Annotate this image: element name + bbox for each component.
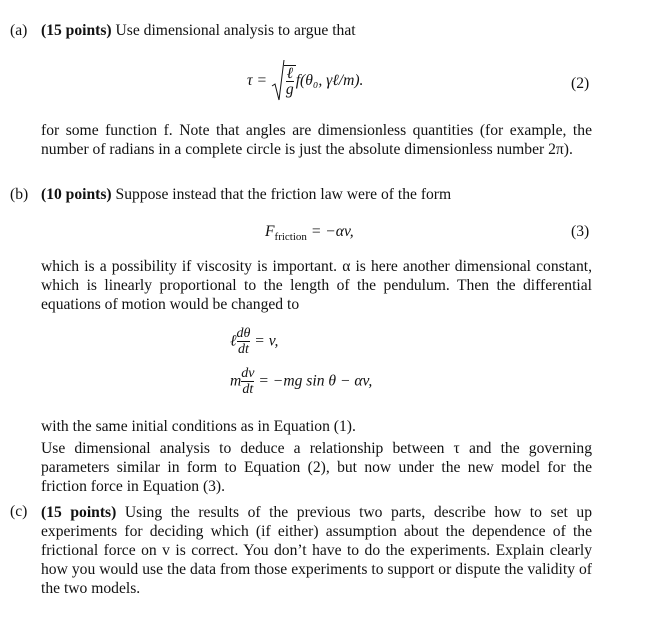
part-c-points: (15 points)	[41, 504, 117, 521]
part-b-points: (10 points)	[41, 186, 112, 203]
eq2-rest: f(θ₀, γℓ/m).	[295, 72, 364, 89]
part-b-label: (b)	[10, 186, 29, 203]
part-c-text: Using the results of the previous two parts, describe how to set up experiments for deciding which (if either) assumption about the dependence of the frictional force on v is correct. You don’t have to do the experiments. Explain clearly how you would use the data from those experiments to support or dispute the validity of the two models.	[41, 504, 592, 597]
equation-2	[247, 58, 363, 104]
part-a-prompt: Use dimensional analysis to argue that	[115, 22, 356, 39]
ode1-den: dt	[238, 342, 249, 357]
equation-3	[265, 223, 354, 243]
eq3-number: (3)	[571, 223, 590, 240]
ode1-rhs: = v,	[254, 332, 279, 350]
part-b-text2: with the same initial conditions as in Equation (1).	[41, 418, 356, 435]
part-a-text: for some function f. Note that angles are dimensionless quantities (for example, the number of radians in a complete circle is just the absolute dimensionless number 2π).	[41, 122, 592, 158]
eq2-lhs: τ =	[247, 72, 268, 89]
eq3-lhs-main: F	[265, 223, 275, 240]
part-a-label: (a)	[10, 22, 28, 39]
eq3-rhs: = −αv,	[310, 223, 354, 240]
sqrt-sign	[271, 58, 285, 104]
part-b-text1: which is a possibility if viscosity is important. α is here another dimensional constant, which is linearly proportional to the length of the pendulum. Then the differential equations of motion would be changed to	[41, 258, 592, 313]
ode1-fraction	[237, 326, 251, 357]
sqrt-fraction	[284, 65, 296, 97]
ode2-rhs: = −mg sin θ − αv,	[258, 372, 373, 390]
ode2-coef: m	[230, 372, 242, 390]
ode2-num: dv	[241, 366, 255, 381]
part-c-text-block	[41, 503, 592, 598]
ode1-coef: ℓ	[230, 332, 237, 350]
eq2-number: (2)	[571, 75, 590, 92]
part-a-points: (15 points)	[41, 22, 112, 39]
sqrt-denominator: g	[285, 81, 294, 98]
ode2-den: dt	[242, 382, 254, 397]
part-c-label: (c)	[10, 503, 28, 520]
part-b-heading	[41, 186, 451, 204]
eq3-lhs-sub: friction	[274, 231, 307, 244]
ode1-num: dθ	[236, 326, 251, 341]
part-b-prompt: Suppose instead that the friction law were of the form	[115, 186, 452, 203]
sqrt-numerator: ℓ	[286, 65, 294, 82]
ode2-fraction	[241, 366, 254, 397]
ode-2	[230, 366, 372, 397]
ode-1	[230, 326, 278, 357]
part-a-heading	[41, 22, 356, 40]
part-b-text3: Use dimensional analysis to deduce a relationship between τ and the governing parameters similar in form to Equation (2), but now under the new model for the friction force in Equation (3).	[41, 440, 592, 495]
